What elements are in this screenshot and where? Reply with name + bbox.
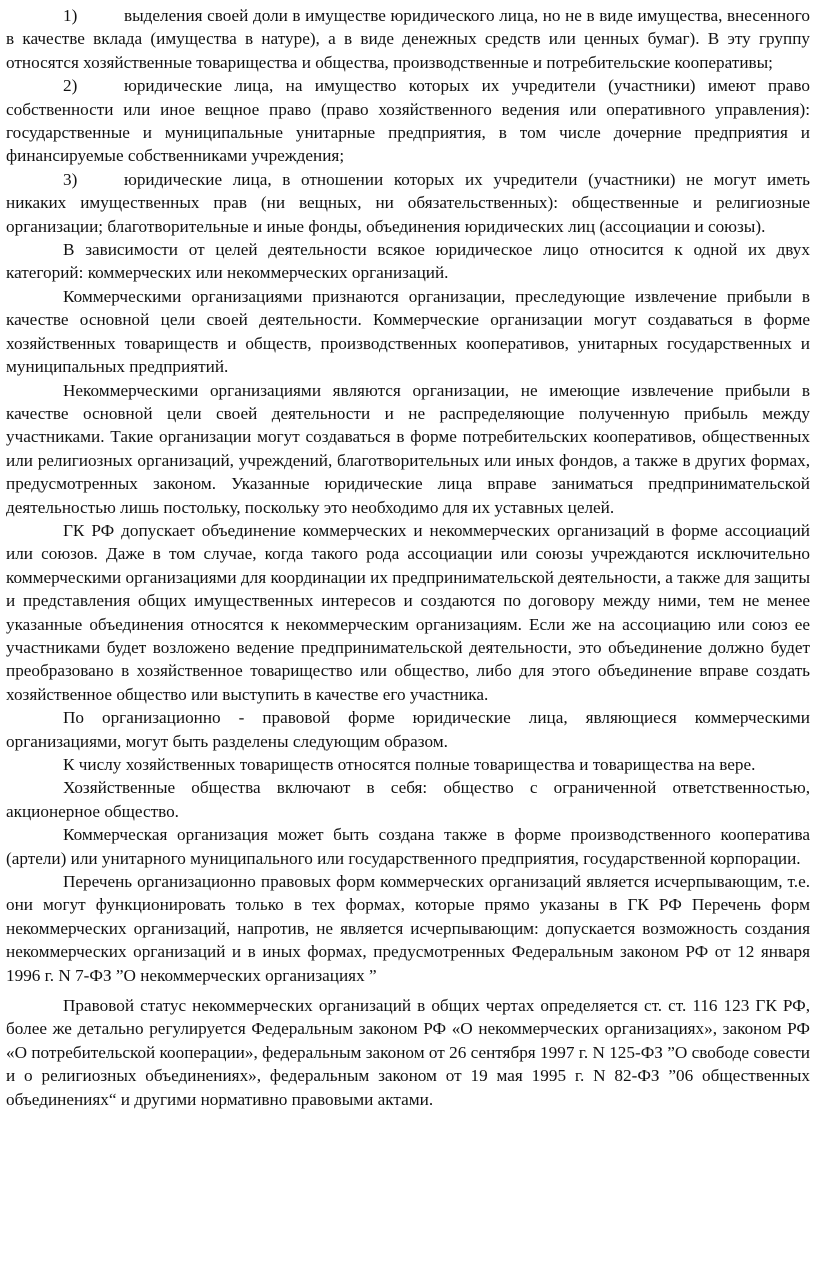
paragraph: В зависимости от целей деятельности всякое юридическое лицо относится к одной их двух категорий: коммерческих или некоммерческих организаций.: [6, 240, 810, 283]
paragraph: Правовой статус некоммерческих организаций в общих чертах определяется ст. ст. 116 123 ГК РФ, более же детально регулируется Федеральным законом РФ «О некоммерческих организациях», законом РФ «О потребительской кооперации», федеральным законом от 26 сентября 1997 г. N 125-ФЗ ”О свободе совести и о религиозных объединениях», федеральным законом от 19 мая 1995 г. N 82-ФЗ ”06 общественных объединениях“ и другими нормативно правовыми актами.: [6, 996, 810, 1109]
list-text: выделения своей доли в имуществе юридического лица, но не в виде имущества, внесенного в качестве вклада (имущества в натуре), а в виде денежных средств или ценных бумаг). В эту группу относятся хозяйственные товарищества и общества, производственные и потребительские кооперативы;: [6, 6, 810, 72]
list-number: 1): [63, 6, 78, 25]
list-number: 3): [63, 169, 78, 189]
list-text: юридические лица, на имущество которых их учредители (участники) имеют право собственности или иное вещное право (право хозяйственного ведения или оперативного управления): государственные и муниципальные унитарные предприятия, в том числе дочерние предприятия и финансируемые собственниками учреждения;: [6, 76, 810, 166]
paragraph: По организационно - правовой форме юридические лица, являющиеся коммерческими организациями, могут быть разделены следующим образом.: [6, 708, 810, 751]
paragraph: К числу хозяйственных товариществ относятся полные товарищества и товарищества на вере.: [63, 755, 756, 774]
paragraph: Хозяйственные общества включают в себя: общество с ограниченной ответственностью, акционерное общество.: [6, 778, 810, 821]
paragraph: Коммерческими организациями признаются организации, преследующие извлечение прибыли в качестве основной цели своей деятельности. Коммерческие организации могут создаваться в форме хозяйственных товариществ и обществ, производственных кооперативов, унитарных государственных и муниципальных предприятий.: [6, 286, 810, 377]
list-text: юридические лица, в отношении которых их учредители (участники) не могут иметь никаких имущественных прав (ни вещных, ни обязательственных): общественные и религиозные организации; благотворительные и иные фонды, объединения юридических лиц (ассоциации и союзы).: [6, 169, 810, 236]
list-item-2: [6, 74, 810, 168]
paragraph: Некоммерческими организациями являются организации, не имеющие извлечение прибыли в качестве основной цели своей деятельности и не распределяющие полученную прибыль между участниками. Такие организации могут создаваться в форме потребительских кооперативов, общественных или религиозных организаций, учреждений, благотворительных или иных фондов, а также в других формах, предусмотренных законом. Указанные юридические лица вправе заниматься предпринимательской деятельностью лишь постольку, поскольку это необходимо для их уставных целей.: [6, 380, 810, 517]
paragraph: Коммерческая организация может быть создана также в форме производственного кооператива (артели) или унитарного муниципального или государственного предприятия, государственной корпорации.: [6, 825, 810, 868]
list-item-3: [6, 168, 810, 238]
list-number: 2): [63, 76, 78, 96]
list-item-1: [6, 4, 810, 74]
paragraph: Перечень организационно правовых форм коммерческих организаций является исчерпывающим, т.е. они могут функционировать только в тех формах, которые прямо указаны в ГК РФ Перечень форм некоммерческих организаций, напротив, не является исчерпывающим: допускается возможность создания некоммерческих организаций и в иных формах, предусмотренных Федеральным законом РФ от 12 января 1996 г. N 7-ФЗ ”О некоммерческих организациях ”: [6, 872, 810, 985]
paragraph: ГК РФ допускает объединение коммерческих и некоммерческих организаций в форме ассоциаций или союзов. Даже в том случае, когда такого рода ассоциации или союзы учреждаются исключительно коммерческими организациями для координации их предпринимательской деятельности, а также для защиты и представления общих имущественных интересов и создаются по договору между ними, тем не менее указанные объединения относятся к некоммерческим организациям. Если же на ассоциацию или союз ее участниками будет возложено ведение предпринимательской деятельности, это объединение должно будет преобразовано в хозяйственное товарищество или общество, либо для этого объединение вправе создать хозяйственное общество или выступить в качестве его участника.: [6, 520, 810, 704]
